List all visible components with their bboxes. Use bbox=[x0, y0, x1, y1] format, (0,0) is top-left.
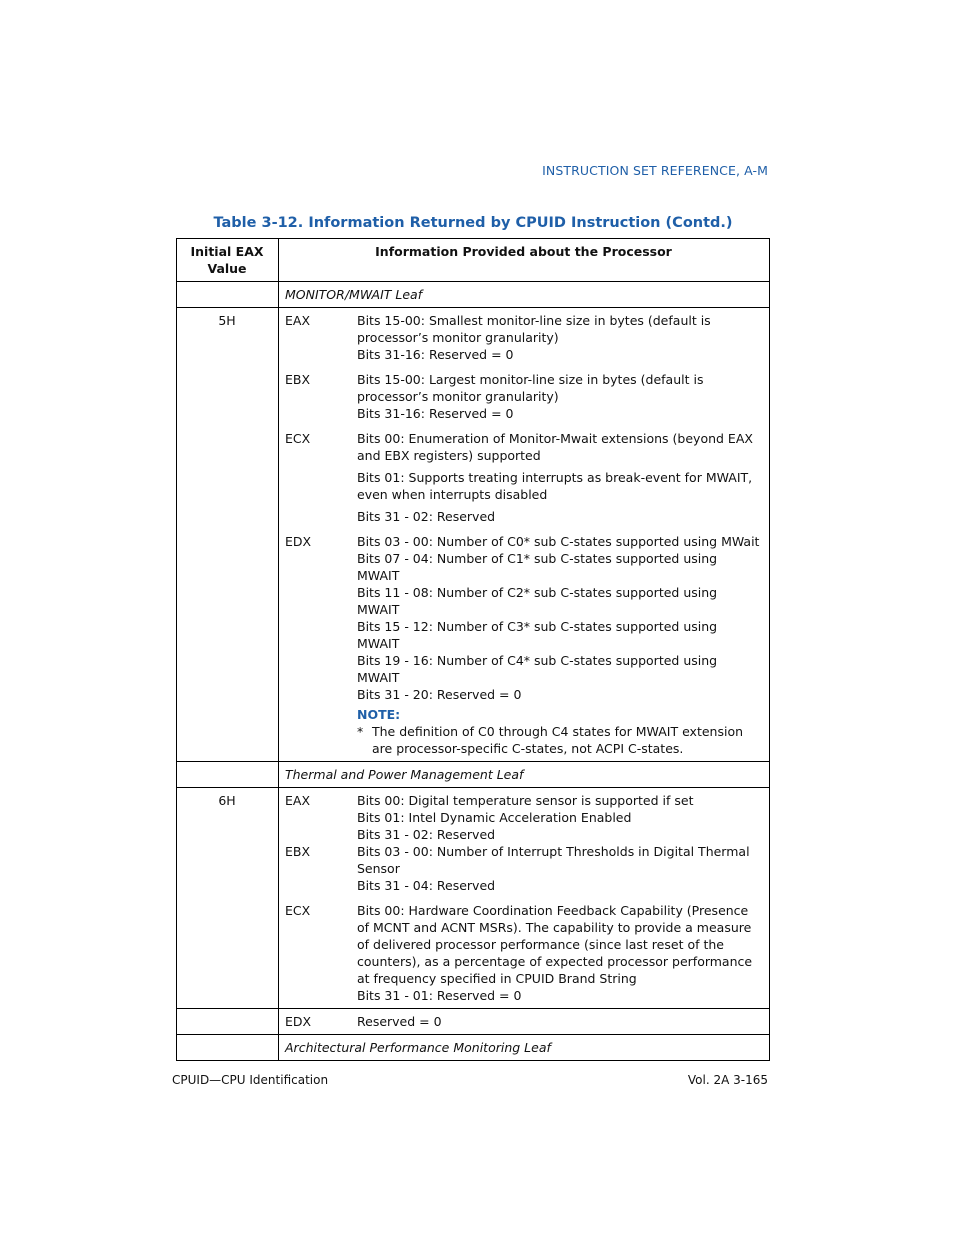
register-block-ebx bbox=[285, 843, 762, 894]
register-label: ECX bbox=[285, 903, 311, 918]
register-label: EAX bbox=[285, 793, 311, 808]
register-block-ebx bbox=[285, 371, 762, 422]
eax-value-5h: 5H bbox=[177, 308, 279, 762]
register-block-ecx bbox=[285, 430, 762, 525]
bit-description: Bits 31-16: Reserved = 0 bbox=[357, 347, 514, 362]
register-block-eax bbox=[285, 792, 762, 843]
bit-description: Bits 07 - 04: Number of C1* sub C-states supported using MWAIT bbox=[357, 551, 718, 583]
leaf-title-thermal: Thermal and Power Management Leaf bbox=[279, 762, 770, 788]
register-label: EAX bbox=[285, 313, 311, 328]
bit-description: Bits 31 - 02: Reserved bbox=[357, 827, 496, 842]
bit-description: Bits 01: Supports treating interrupts as break-event for MWAIT, even when interrupts disabled bbox=[357, 470, 753, 502]
leaf-title-perf: Architectural Performance Monitoring Leaf bbox=[279, 1035, 770, 1061]
bit-description: Bits 15-00: Smallest monitor-line size in bytes (default is processor’s monitor granularity) bbox=[357, 313, 711, 345]
bit-description: Bits 00: Hardware Coordination Feedback Capability (Presence of MCNT and ACNT MSRs). The capability to provide a measure of delivered processor performance (since last reset of the counters), as a percentage of expected processor performance at frequency specified in CPUID Brand String bbox=[357, 903, 753, 986]
footer-section-title: CPUID—CPU Identification bbox=[172, 1073, 329, 1087]
register-block-edx bbox=[285, 533, 762, 757]
table-header-row bbox=[177, 239, 770, 282]
bit-description: Bits 00: Enumeration of Monitor-Mwait extensions (beyond EAX and EBX registers) supported bbox=[357, 431, 753, 463]
bit-description: Bits 11 - 08: Number of C2* sub C-states supported using MWAIT bbox=[357, 585, 718, 617]
register-label: EBX bbox=[285, 844, 311, 859]
table-title: Table 3-12. Information Returned by CPUID Instruction (Contd.) bbox=[213, 215, 733, 231]
register-label: EBX bbox=[285, 372, 311, 387]
table-row-leaf5 bbox=[177, 308, 770, 762]
leaf5-info bbox=[279, 308, 770, 762]
register-label: EDX bbox=[285, 534, 312, 549]
register-label: EDX bbox=[285, 1014, 312, 1029]
bit-description: Bits 00: Digital temperature sensor is supported if set bbox=[357, 793, 694, 808]
table-row bbox=[177, 1035, 770, 1061]
bit-description: Bits 31 - 04: Reserved bbox=[357, 878, 496, 893]
note-text: The definition of C0 through C4 states for MWAIT extension are processor-specific C-states, not ACPI C-states. bbox=[372, 724, 744, 756]
bit-description: Bits 19 - 16: Number of C4* sub C-states supported using MWAIT bbox=[357, 653, 718, 685]
register-label: ECX bbox=[285, 431, 311, 446]
table-row-leaf6 bbox=[177, 788, 770, 1009]
bit-description: Bits 31-16: Reserved = 0 bbox=[357, 406, 514, 421]
note bbox=[357, 723, 762, 757]
bit-description: Bits 31 - 01: Reserved = 0 bbox=[357, 988, 522, 1003]
note-asterisk: * bbox=[357, 724, 364, 739]
cpuid-table bbox=[176, 238, 770, 1061]
table-row bbox=[177, 282, 770, 308]
bit-description: Reserved = 0 bbox=[357, 1014, 442, 1029]
bit-description: Bits 15 - 12: Number of C3* sub C-states supported using MWAIT bbox=[357, 619, 718, 651]
bit-description: Bits 31 - 02: Reserved bbox=[357, 509, 496, 524]
bit-description: Bits 03 - 00: Number of C0* sub C-states supported using MWait bbox=[357, 534, 760, 549]
table-row bbox=[177, 762, 770, 788]
register-block-ecx bbox=[285, 902, 762, 1004]
leaf6-info bbox=[279, 788, 770, 1009]
header-information: Information Provided about the Processor bbox=[279, 239, 770, 282]
bit-description: Bits 03 - 00: Number of Interrupt Thresholds in Digital Thermal Sensor bbox=[357, 844, 750, 876]
eax-value-6h: 6H bbox=[177, 788, 279, 1009]
bit-description: Bits 01: Intel Dynamic Acceleration Enabled bbox=[357, 810, 632, 825]
header-initial-eax: Initial EAX Value bbox=[177, 239, 279, 282]
running-header: INSTRUCTION SET REFERENCE, A-M bbox=[542, 163, 768, 178]
footer-page-number: Vol. 2A 3-165 bbox=[687, 1073, 768, 1087]
table-row-edx bbox=[177, 1009, 770, 1035]
bit-description: Bits 31 - 20: Reserved = 0 bbox=[357, 687, 522, 702]
register-block-edx bbox=[285, 1013, 762, 1030]
bit-description: Bits 15-00: Largest monitor-line size in bytes (default is processor’s monitor granularity) bbox=[357, 372, 704, 404]
leaf-title-monitor: MONITOR/MWAIT Leaf bbox=[279, 282, 770, 308]
register-block-eax bbox=[285, 312, 762, 363]
note-label: NOTE: bbox=[357, 707, 401, 722]
